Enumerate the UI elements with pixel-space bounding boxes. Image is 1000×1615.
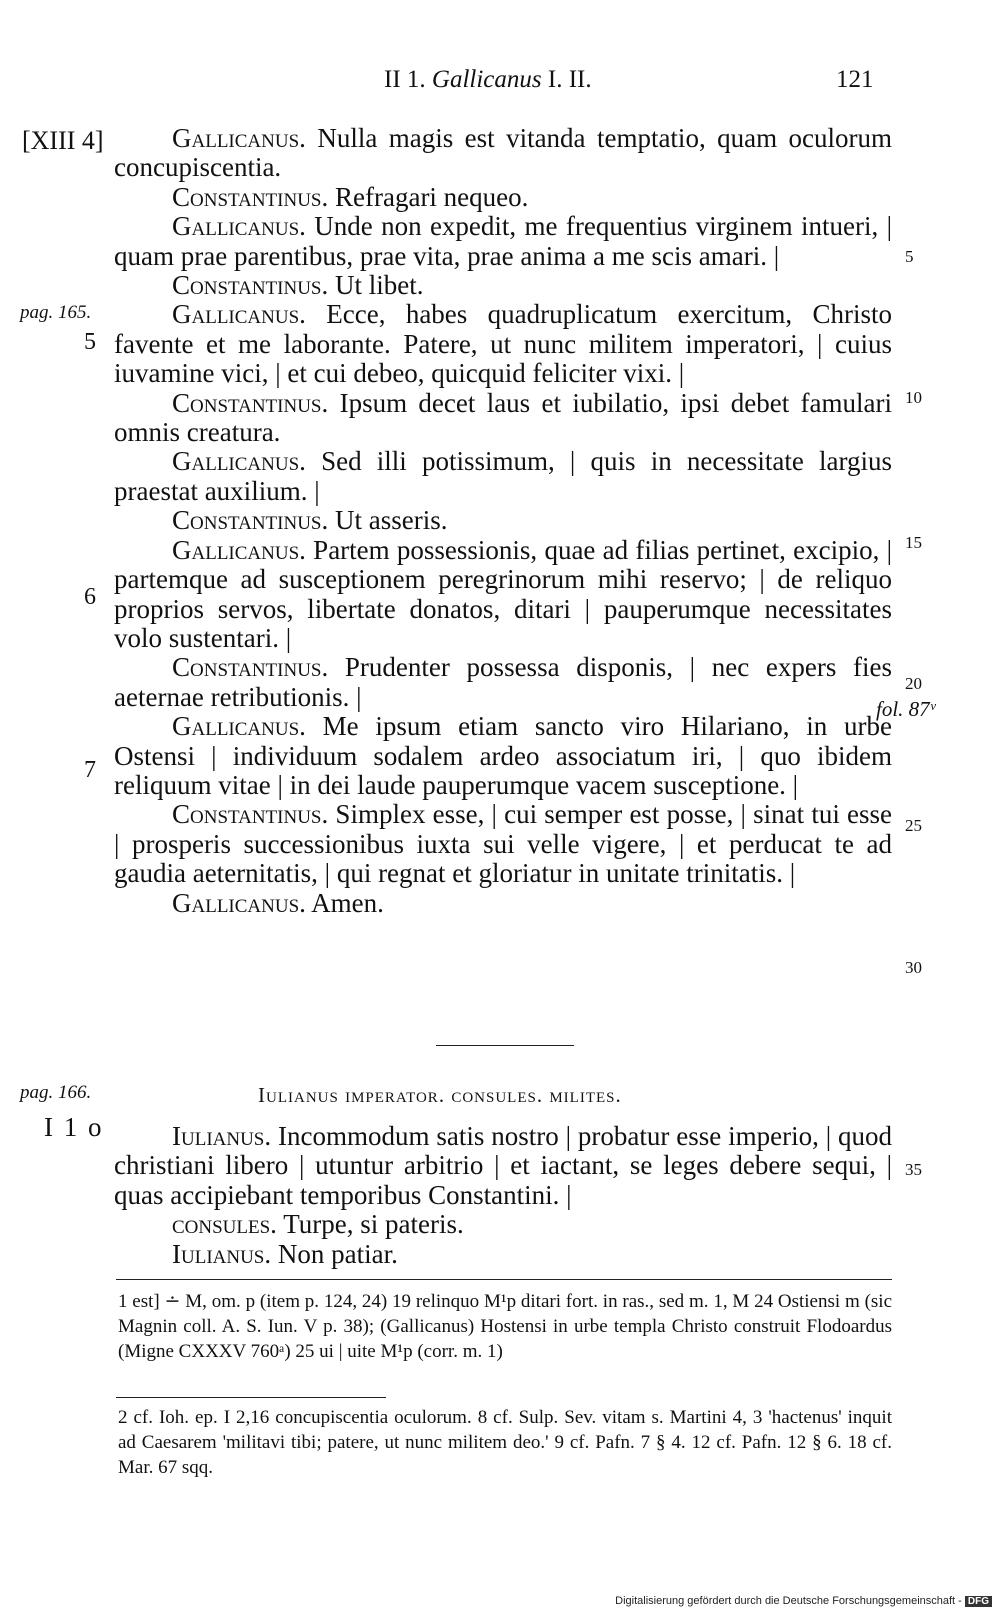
speech-text: Ut asseris. — [328, 505, 448, 536]
speech-text: Ut libet. — [328, 270, 424, 301]
speech — [114, 1240, 892, 1269]
speech — [114, 1122, 892, 1210]
speech — [114, 183, 892, 212]
speech — [114, 653, 892, 712]
speaker-name: Constantinus. — [172, 505, 329, 536]
line-number: 35 — [905, 1160, 922, 1179]
dfg-logo: DFG — [965, 1596, 992, 1607]
scene-reference: [XIII 4] — [22, 126, 104, 155]
running-title — [384, 66, 592, 94]
speaker-name: Constantinus. — [172, 387, 329, 418]
speaker-name: Gallicanus. — [172, 711, 306, 742]
speech — [114, 536, 892, 654]
speech — [114, 1210, 892, 1239]
speaker-name: Constantinus. — [172, 270, 329, 301]
section-divider — [436, 1045, 574, 1046]
speech — [114, 447, 892, 506]
speech-text: Ecce, habes quadruplicatum exercitum, Christo favente et me laborante. Patere, ut nunc militem imperatori, | cuius iuvamine vici, | et cui debeo, quicquid feliciter vixi. | — [114, 299, 892, 389]
speaker-name: Gallicanus. — [172, 299, 306, 330]
speech-text: Unde non expedit, me frequentius virginem intueri, | quam prae parentibus, prae vita, prae anima a me scis amari. | — [114, 211, 892, 271]
speech — [114, 124, 892, 183]
speech-text: Partem possessionis, quae ad filias pertinet, excipio, | partemque ad susceptionem peregrinorum mihi reservo; | de reliquo proprios servos, libertate donatos, ditari | pauperumque necessitates volo sustentari. | — [114, 534, 892, 653]
sources-rule — [116, 1397, 386, 1398]
credit-text: Digitalisierung gefördert durch die Deutsche Forschungsgemeinschaft - — [615, 1595, 962, 1607]
section-heading: Iulianus imperator. consules. milites. — [258, 1083, 622, 1107]
section-dialogue — [114, 1122, 892, 1269]
speech — [114, 389, 892, 448]
title-work: Gallicanus — [431, 66, 542, 93]
speech-text: Simplex esse, | cui semper est posse, | sinat tui esse | prosperis successionibus iuxta sui velle vigere, | et perducat te ad gaudia aeternitatis, | qui regnat et gloriatur in unitate trinitatis. | — [114, 799, 892, 889]
speech-text: Turpe, si pateris. — [276, 1209, 464, 1240]
speech — [114, 889, 892, 918]
speaker-name: Constantinus. — [172, 652, 329, 683]
dialogue-text — [114, 124, 892, 918]
speaker-name: Gallicanus. — [172, 887, 306, 918]
line-number: 30 — [905, 958, 922, 977]
speaker-name: Gallicanus. — [172, 446, 306, 477]
speaker-name: Iulianus. — [172, 1238, 272, 1269]
speech — [114, 506, 892, 535]
page-ref-165: pag. 165. — [20, 302, 92, 323]
speech-text: Prudenter possessa disponis, | nec expers fies aeternae retributionis. | — [114, 652, 892, 712]
speech — [114, 800, 892, 888]
page-ref-166: pag. 166. — [20, 1082, 92, 1103]
speech-text: Nulla magis est vitanda temptatio, quam oculorum concupiscentia. — [114, 123, 892, 183]
speech-text: Amen. — [305, 887, 384, 918]
title-part: II 1. — [384, 66, 426, 93]
running-header — [0, 66, 1000, 100]
section-number-6: 6 — [84, 584, 96, 610]
speech — [114, 300, 892, 388]
page-number: 121 — [836, 66, 874, 93]
section-number-7: 7 — [84, 757, 96, 783]
footnote-rule — [116, 1279, 892, 1280]
speech-text: Ipsum decet laus et iubilatio, ipsi debet famulari omnis creatura. — [114, 387, 892, 448]
speaker-name: Constantinus. — [172, 799, 329, 830]
speech — [114, 271, 892, 300]
speech-text: Me ipsum etiam sancto viro Hilariano, in urbe Ostensi | individuum sodalem ardeo associatum iri, | quo ibidem reliquum vitae | in dei laude pauperumque vacem susceptione. | — [114, 711, 892, 800]
speech-text: Incommodum satis nostro | probatur esse imperio, | quod christiani libero | utuntur arbitrio | et iactant, se leges debere sequi, | quas accipiebant temporibus Constantini. | — [114, 1121, 892, 1210]
speaker-name: Iulianus. — [172, 1121, 272, 1151]
speaker-name: consules. — [172, 1209, 277, 1240]
section-number-5: 5 — [84, 329, 96, 355]
speech — [114, 212, 892, 271]
line-number: 20 — [905, 674, 922, 693]
speech — [114, 712, 892, 800]
speaker-name: Gallicanus. — [172, 534, 306, 565]
section-number-I10: I 1 o — [44, 1112, 104, 1142]
speaker-name: Gallicanus. — [172, 123, 306, 153]
critical-apparatus: 1 est] ∸ M, om. p (item p. 124, 24) 19 relinquo M¹p ditari fort. in ras., sed m. 1, M 24 Ostiensi m (sic Magnin coll. A. S. Iun. V p. 38); (Gallicanus) Hostensi in urbe templa Christo construit Flodoardus (Migne CXXXV 760ᵃ) 25 ui | uite M¹p (corr. m. 1) — [118, 1291, 892, 1362]
line-number: 15 — [905, 533, 922, 552]
line-number: 10 — [905, 388, 922, 407]
speaker-name: Gallicanus. — [172, 211, 306, 242]
speaker-name: Constantinus. — [172, 181, 329, 212]
folio-mark: fol. 87ᵛ — [876, 697, 936, 721]
speech-text: Sed illi potissimum, | quis in necessitate largius praestat auxilium. | — [114, 446, 892, 506]
digitization-credit — [615, 1595, 992, 1607]
speech-text: Non patiar. — [271, 1238, 398, 1269]
source-notes: 2 cf. Ioh. ep. I 2,16 concupiscentia oculorum. 8 cf. Sulp. Sev. vitam s. Martini 4, 3 'hactenus' inquit ad Caesarem 'militavi tibi; patere, ut nunc militem deo.' 9 cf. Pafn. 7 § 4. 12 cf. Pafn. 12 § 6. 18 cf. Mar. 67 sqq. — [118, 1407, 892, 1478]
title-part-2: I. II. — [547, 66, 592, 93]
speech-text: Refragari nequeo. — [328, 181, 529, 212]
line-number: 25 — [905, 816, 922, 835]
line-number: 5 — [905, 247, 914, 266]
